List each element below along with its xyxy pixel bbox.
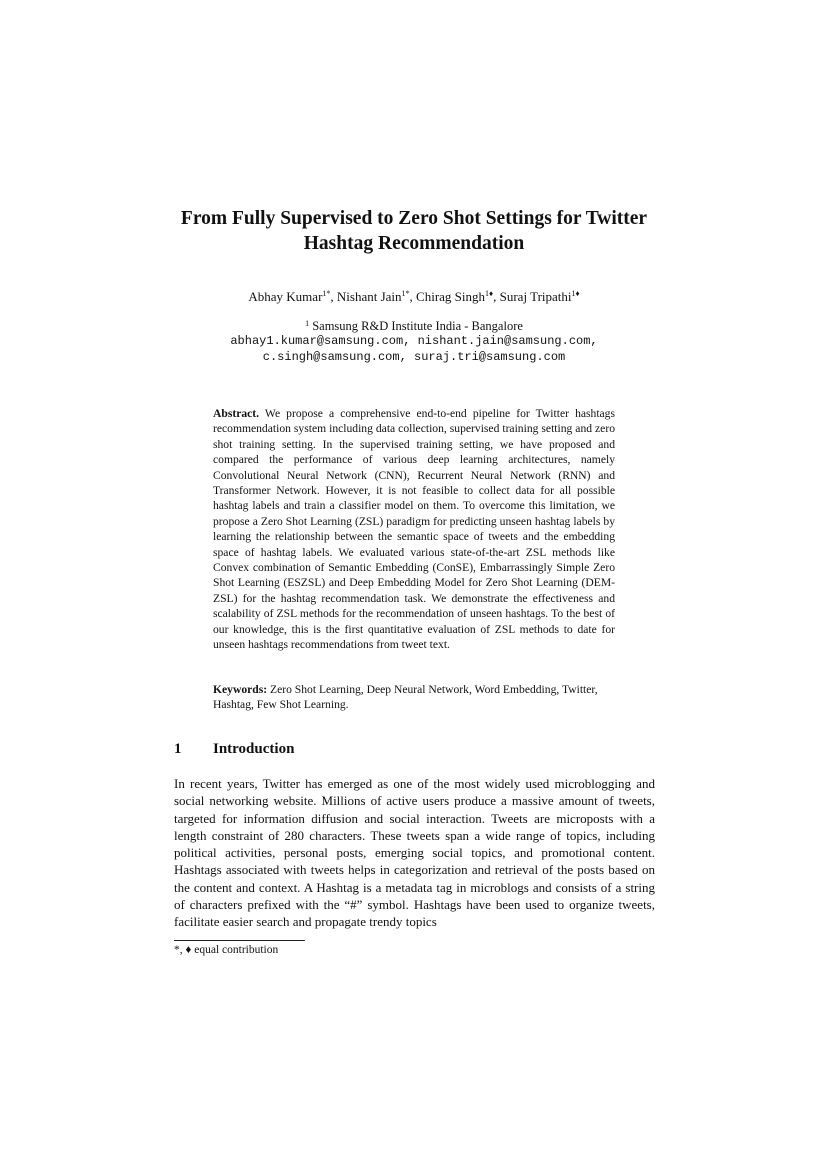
author-emails xyxy=(120,334,708,365)
affiliation-text: Samsung R&D Institute India - Bangalore xyxy=(309,319,523,333)
keywords-text: Zero Shot Learning, Deep Neural Network, Word Embedding, Twitter, Hashtag, Few Shot Learning. xyxy=(213,683,598,712)
affiliation xyxy=(120,318,708,334)
section-title: Introduction xyxy=(213,741,295,757)
author-mark: 1♦ xyxy=(485,289,494,298)
keywords-label: Keywords: xyxy=(213,683,268,696)
keywords xyxy=(213,682,615,713)
author-separator: , xyxy=(493,289,500,304)
author-separator: , xyxy=(409,289,417,304)
footnote-rule xyxy=(174,940,305,941)
title-line-1: From Fully Supervised to Zero Shot Settings for Twitter xyxy=(180,208,648,229)
author-name: Nishant Jain xyxy=(336,289,402,304)
author-list xyxy=(120,288,708,306)
footnote: *, ♦ equal contribution xyxy=(174,944,279,956)
affiliation-mark: 1 xyxy=(305,319,310,328)
author-name: Abhay Kumar xyxy=(248,289,323,304)
section-number: 1 xyxy=(174,741,182,757)
introduction-paragraph: In recent years, Twitter has emerged as one of the most widely used microblogging and social networking website. Millions of active users produce a massive amount of tweets, targeted for information diffusion and social interaction. Tweets are microposts with a length constraint of 280 characters. These tweets span a wide range of topics, including political activities, personal posts, emerging social topics, and promotional content. Hashtags associated with tweets helps in categorization and retrieval of the posts based on the content and context. A Hashtag is a metadata tag in microblogs and consists of a string of characters prefixed with the “#” symbol. Hashtags have been used to organize tweets, facilitate easier search and propagate trendy topics xyxy=(174,776,655,930)
section-heading xyxy=(174,739,654,759)
emails-line-1: abhay1.kumar@samsung.com, nishant.jain@samsung.com, xyxy=(230,334,598,348)
author-mark: 1* xyxy=(401,289,410,298)
author-name: Suraj Tripathi xyxy=(499,289,572,304)
author-separator: , xyxy=(330,289,337,304)
author-name: Chirag Singh xyxy=(416,289,486,304)
title-line-2: Hashtag Recommendation xyxy=(303,233,525,254)
abstract-text: We propose a comprehensive end-to-end pipeline for Twitter hashtags recommendation system including data collection, supervised training setting and zero shot training setting. In the supervised training setting, we have proposed and compared the performance of various deep learning architectures, namely Convolutional Neural Network (CNN), Recurrent Neural Network (RNN) and Transformer Network. However, it is not feasible to collect data for all possible hashtag labels and train a classifier model on them. To overcome this limitation, we propose a Zero Shot Learning (ZSL) paradigm for predicting unseen hashtag labels by learning the relationship between the semantic space of tweets and the embedding space of hashtag labels. We evaluated various state-of-the-art ZSL methods like Convex combination of Semantic Embedding (ConSE), Embarrassingly Simple Zero Shot Learning (ESZSL) and Deep Embedding Model for Zero Shot Learning (DEM-ZSL) for the hashtag recommendation task. We demonstrate the effectiveness and scalability of ZSL methods for the recommendation of unseen hashtags. To the best of our knowledge, this is the first quantitative evaluation of ZSL methods to date for unseen hashtags recommendations from tweet text. xyxy=(213,407,615,652)
paper-title xyxy=(150,206,678,256)
author-mark: 1* xyxy=(322,289,331,298)
emails-line-2: c.singh@samsung.com, suraj.tri@samsung.com xyxy=(262,349,566,364)
abstract xyxy=(213,406,615,653)
author-mark: 1♦ xyxy=(571,289,580,298)
abstract-label: Abstract. xyxy=(213,407,260,420)
